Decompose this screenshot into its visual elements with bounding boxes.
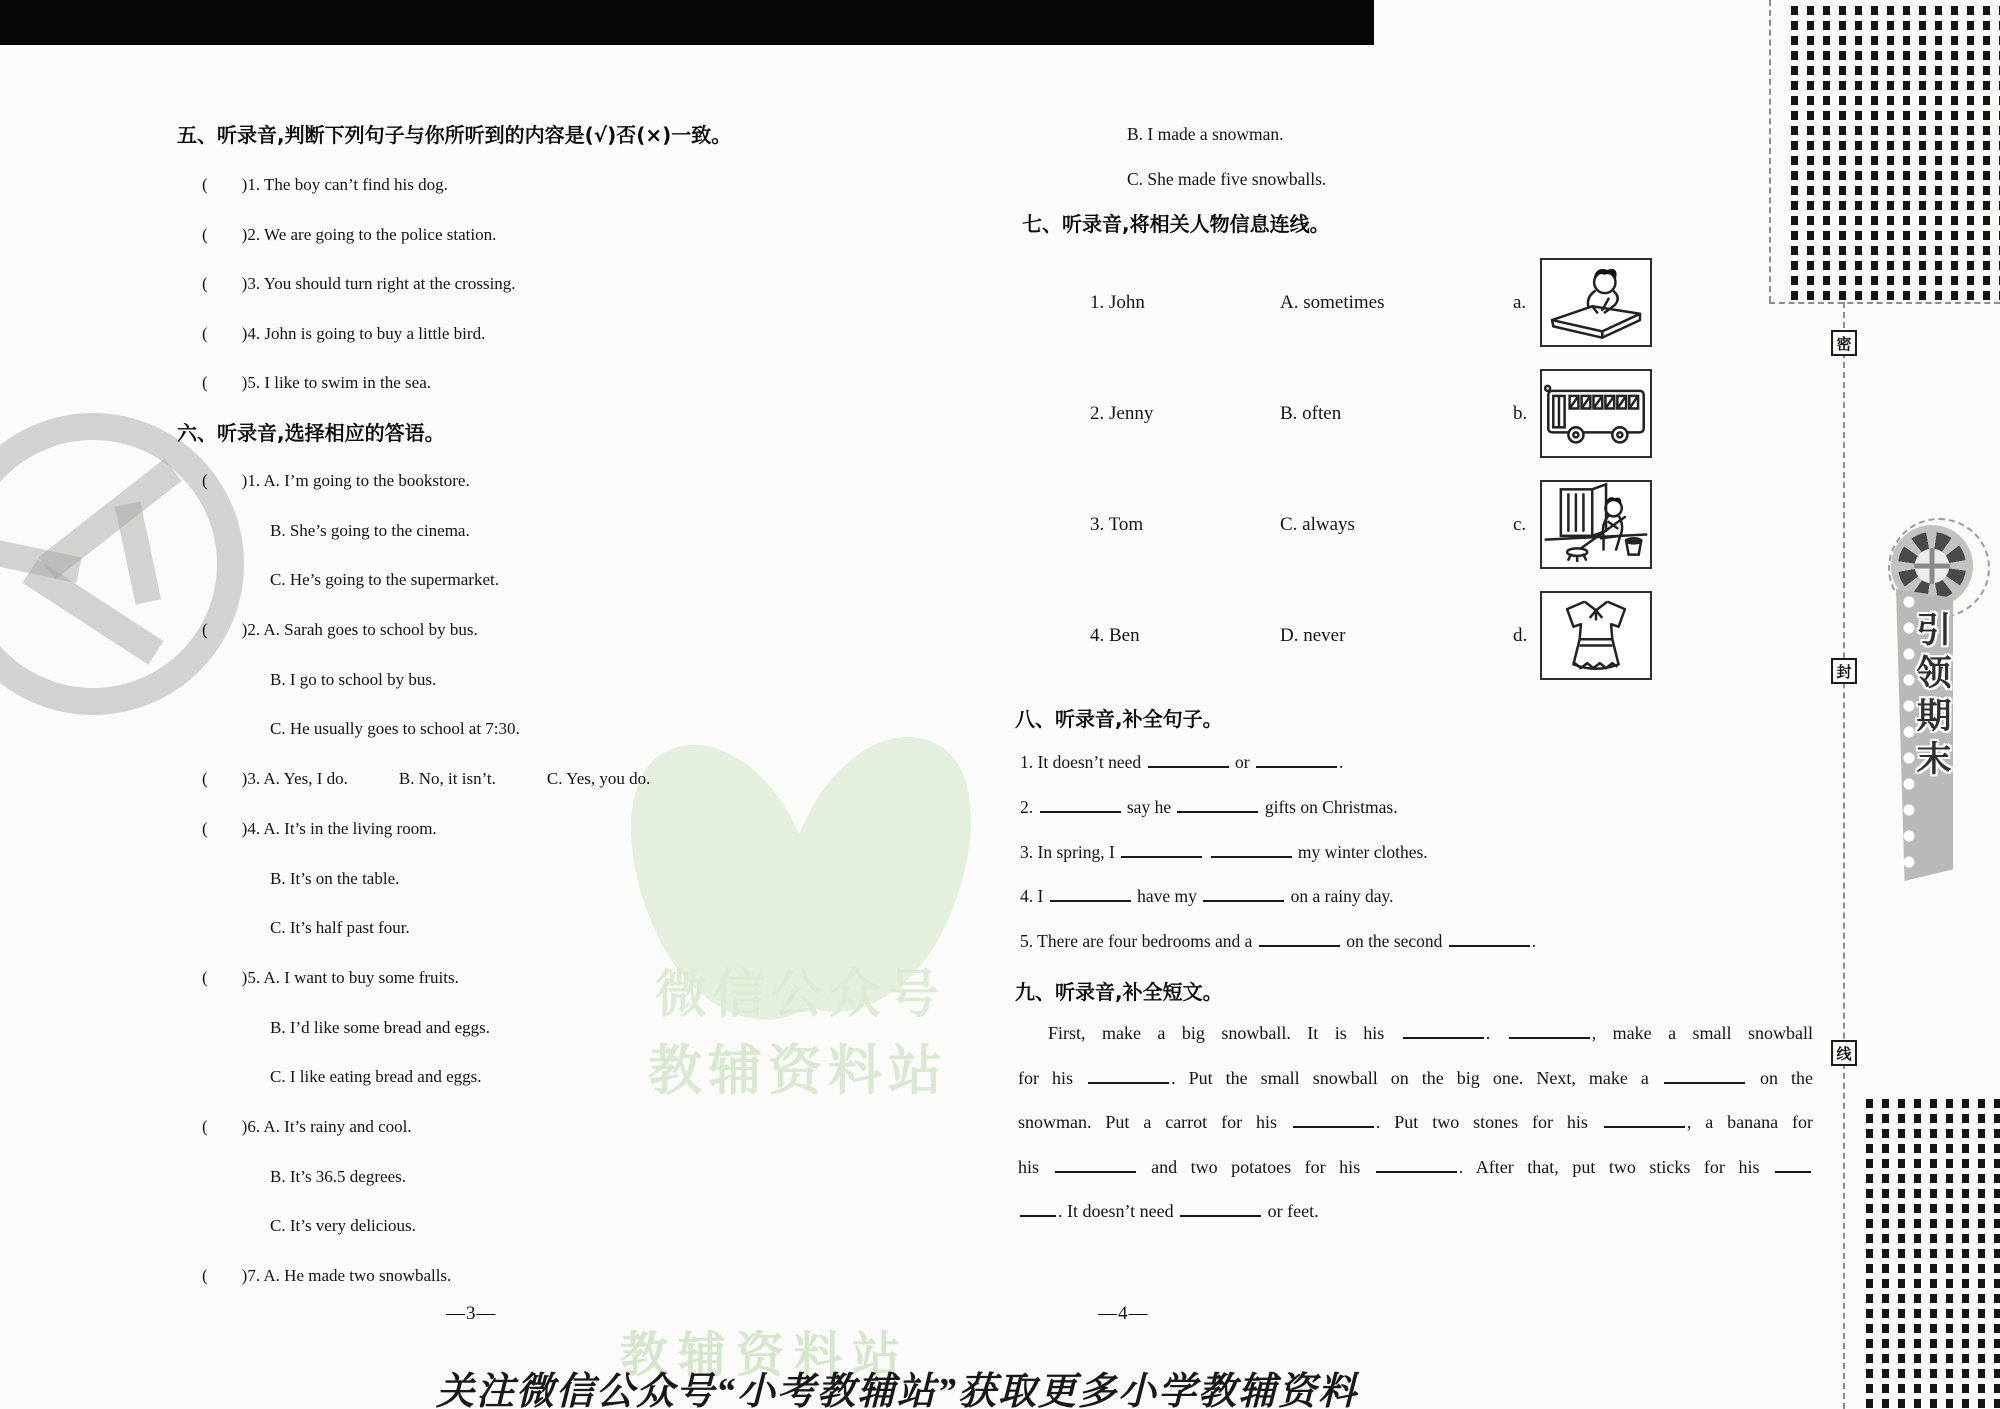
match-row: [830, 358, 1830, 469]
exam-option-line: B. I made a snowman.: [1127, 124, 1284, 144]
answer-blank: [1664, 1067, 1745, 1084]
fill-in-passage-line: snowman. Put a carrot for his . Put two stones for his , a banana for: [1018, 1112, 1813, 1133]
match-row: [830, 580, 1830, 691]
answer-blank: [1020, 1200, 1056, 1217]
match-person: 1. John: [1090, 291, 1145, 313]
page-number-right: —4—: [1098, 1303, 1149, 1324]
section7-heading: 七、听录音,将相关人物信息连线。: [1022, 212, 1330, 236]
answer-blank: [1211, 841, 1292, 858]
exam-option-line: B. She’s going to the cinema.: [270, 520, 470, 540]
exam-option-line: B. It’s 36.5 degrees.: [270, 1166, 406, 1186]
match-person: 2. Jenny: [1090, 402, 1154, 424]
security-pattern-bottom: [1857, 1093, 2000, 1409]
fill-in-sentence: 5. There are four bedrooms and a on the second .: [1020, 931, 1537, 952]
section5-items: [177, 160, 516, 408]
answer-blank: [1403, 1022, 1484, 1039]
section9-heading: 九、听录音,补全短文。: [1015, 980, 1223, 1004]
match-image-b: [1540, 369, 1652, 458]
exam-option-line: B. I go to school by bus.: [270, 669, 437, 689]
section8-heading: 八、听录音,补全句子。: [1015, 707, 1223, 731]
answer-blank: [1121, 841, 1202, 858]
fill-in-sentence: 1. It doesn’t need or .: [1020, 752, 1344, 772]
series-banner: 引领期末: [1911, 611, 1951, 783]
answer-blank: [1088, 1067, 1169, 1084]
bus-icon: [1542, 371, 1650, 456]
fill-in-passage-line: for his . Put the small snowball on the big one. Next, make a on the: [1018, 1067, 1813, 1088]
fill-in-passage-line: his and two potatoes for his . After that, put two sticks for his: [1018, 1145, 1813, 1190]
mopping-child-icon: [1542, 482, 1650, 567]
exam-statement-line: ( )1. The boy can’t find his dog.: [202, 175, 448, 194]
exam-option-line: ( )1. A. I’m going to the bookstore.: [202, 471, 470, 490]
match-row: [830, 469, 1830, 580]
match-frequency: C. always: [1280, 513, 1355, 535]
exam-option-line: ( )5. A. I want to buy some fruits.: [202, 967, 459, 987]
match-image-d: [1540, 591, 1652, 680]
exam-statement-line: ( )4. John is going to buy a little bird.: [202, 323, 486, 343]
fill-in-passage-line: . It doesn’t need or feet.: [1018, 1189, 1813, 1234]
answer-blank: [1449, 930, 1530, 947]
question7-continued-options: [1127, 112, 1326, 202]
match-row: [830, 247, 1830, 358]
answer-blank: [1604, 1111, 1685, 1128]
exam-option-line: C. It’s half past four.: [270, 918, 410, 938]
match-image-a: [1540, 258, 1652, 347]
answer-blank: [1293, 1111, 1374, 1128]
seal-mark-mi: 密: [1831, 330, 1857, 356]
answer-blank: [1180, 1200, 1261, 1217]
section5-heading: 五、听录音,判断下列句子与你所听到的内容是(√)否(×)一致。: [177, 123, 732, 147]
fill-in-sentence: 4. I have my on a rainy day.: [1020, 886, 1394, 907]
page-number-left: —3—: [446, 1303, 497, 1324]
watermark-site-label-footer: 教辅资料站: [620, 1327, 911, 1383]
answer-blank: [1148, 751, 1229, 768]
section6-heading: 六、听录音,选择相应的答语。: [177, 421, 445, 445]
match-person: 4. Ben: [1090, 624, 1140, 646]
answer-blank: [1055, 1156, 1136, 1173]
watermark-wechat-label: 微信公众号: [655, 965, 946, 1025]
match-frequency: D. never: [1280, 624, 1346, 646]
scan-black-bar: [0, 0, 1374, 45]
exam-option-line: B. I’d like some bread and eggs.: [270, 1017, 490, 1037]
exam-option-line: C. It’s very delicious.: [270, 1216, 416, 1236]
answer-blank: [1256, 751, 1337, 768]
seal-mark-xian: 线: [1831, 1040, 1857, 1066]
answer-blank: [1050, 885, 1131, 902]
answer-blank: [1203, 885, 1284, 902]
section8-items: [1020, 740, 1536, 964]
section6-lines: [177, 456, 650, 1301]
answer-blank: [1040, 796, 1121, 813]
exam-option-line: ( )3. A. Yes, I do. B. No, it isn’t. C. Yes, you do.: [202, 769, 651, 789]
exam-statement-line: ( )5. I like to swim in the sea.: [202, 373, 431, 392]
section9-passage: [1018, 1011, 1818, 1234]
exam-option-line: ( )4. A. It’s in the living room.: [202, 818, 437, 838]
answer-blank: [1376, 1156, 1457, 1173]
match-image-label: d.: [1513, 624, 1528, 646]
watermark-site-label: 教辅资料站: [648, 1039, 948, 1102]
exam-option-line: C. He usually goes to school at 7:30.: [270, 719, 520, 739]
answer-blank: [1177, 796, 1258, 813]
match-image-label: b.: [1513, 402, 1528, 424]
dress-icon: [1542, 593, 1650, 678]
answer-blank: [1509, 1022, 1590, 1039]
exam-option-line: ( )2. A. Sarah goes to school by bus.: [202, 620, 478, 640]
reading-boy-icon: [1542, 260, 1650, 345]
exam-option-line: C. He’s going to the supermarket.: [270, 570, 499, 590]
seal-dashed-line-main: [1843, 302, 1845, 1409]
match-frequency: A. sometimes: [1280, 291, 1385, 313]
exam-option-line: B. It’s on the table.: [270, 868, 400, 888]
exam-option-line: C. She made five snowballs.: [1127, 169, 1327, 189]
exam-statement-line: ( )2. We are going to the police station.: [202, 224, 497, 244]
fill-in-sentence: 3. In spring, I my winter clothes.: [1020, 841, 1428, 862]
match-image-label: c.: [1513, 513, 1527, 535]
fill-in-sentence: 2. say he gifts on Christmas.: [1020, 796, 1398, 817]
answer-blank: [1775, 1156, 1811, 1173]
exam-option-line: ( )7. A. He made two snowballs.: [202, 1266, 452, 1285]
seal-mark-feng: 封: [1831, 658, 1857, 684]
footer-promo-text: 关注微信公众号“小考教辅站”获取更多小学教辅资料: [436, 1371, 1359, 1409]
exam-option-line: C. I like eating bread and eggs.: [270, 1067, 482, 1087]
match-image-label: a.: [1513, 291, 1527, 313]
exam-statement-line: ( )3. You should turn right at the crossing.: [202, 274, 516, 293]
match-image-c: [1540, 480, 1652, 569]
exam-option-line: ( )6. A. It’s rainy and cool.: [202, 1116, 412, 1136]
match-frequency: B. often: [1280, 402, 1342, 424]
match-person: 3. Tom: [1090, 513, 1144, 535]
answer-blank: [1259, 930, 1340, 947]
fill-in-passage-line: First, make a big snowball. It is his . , make a small snowball: [1048, 1023, 1814, 1043]
